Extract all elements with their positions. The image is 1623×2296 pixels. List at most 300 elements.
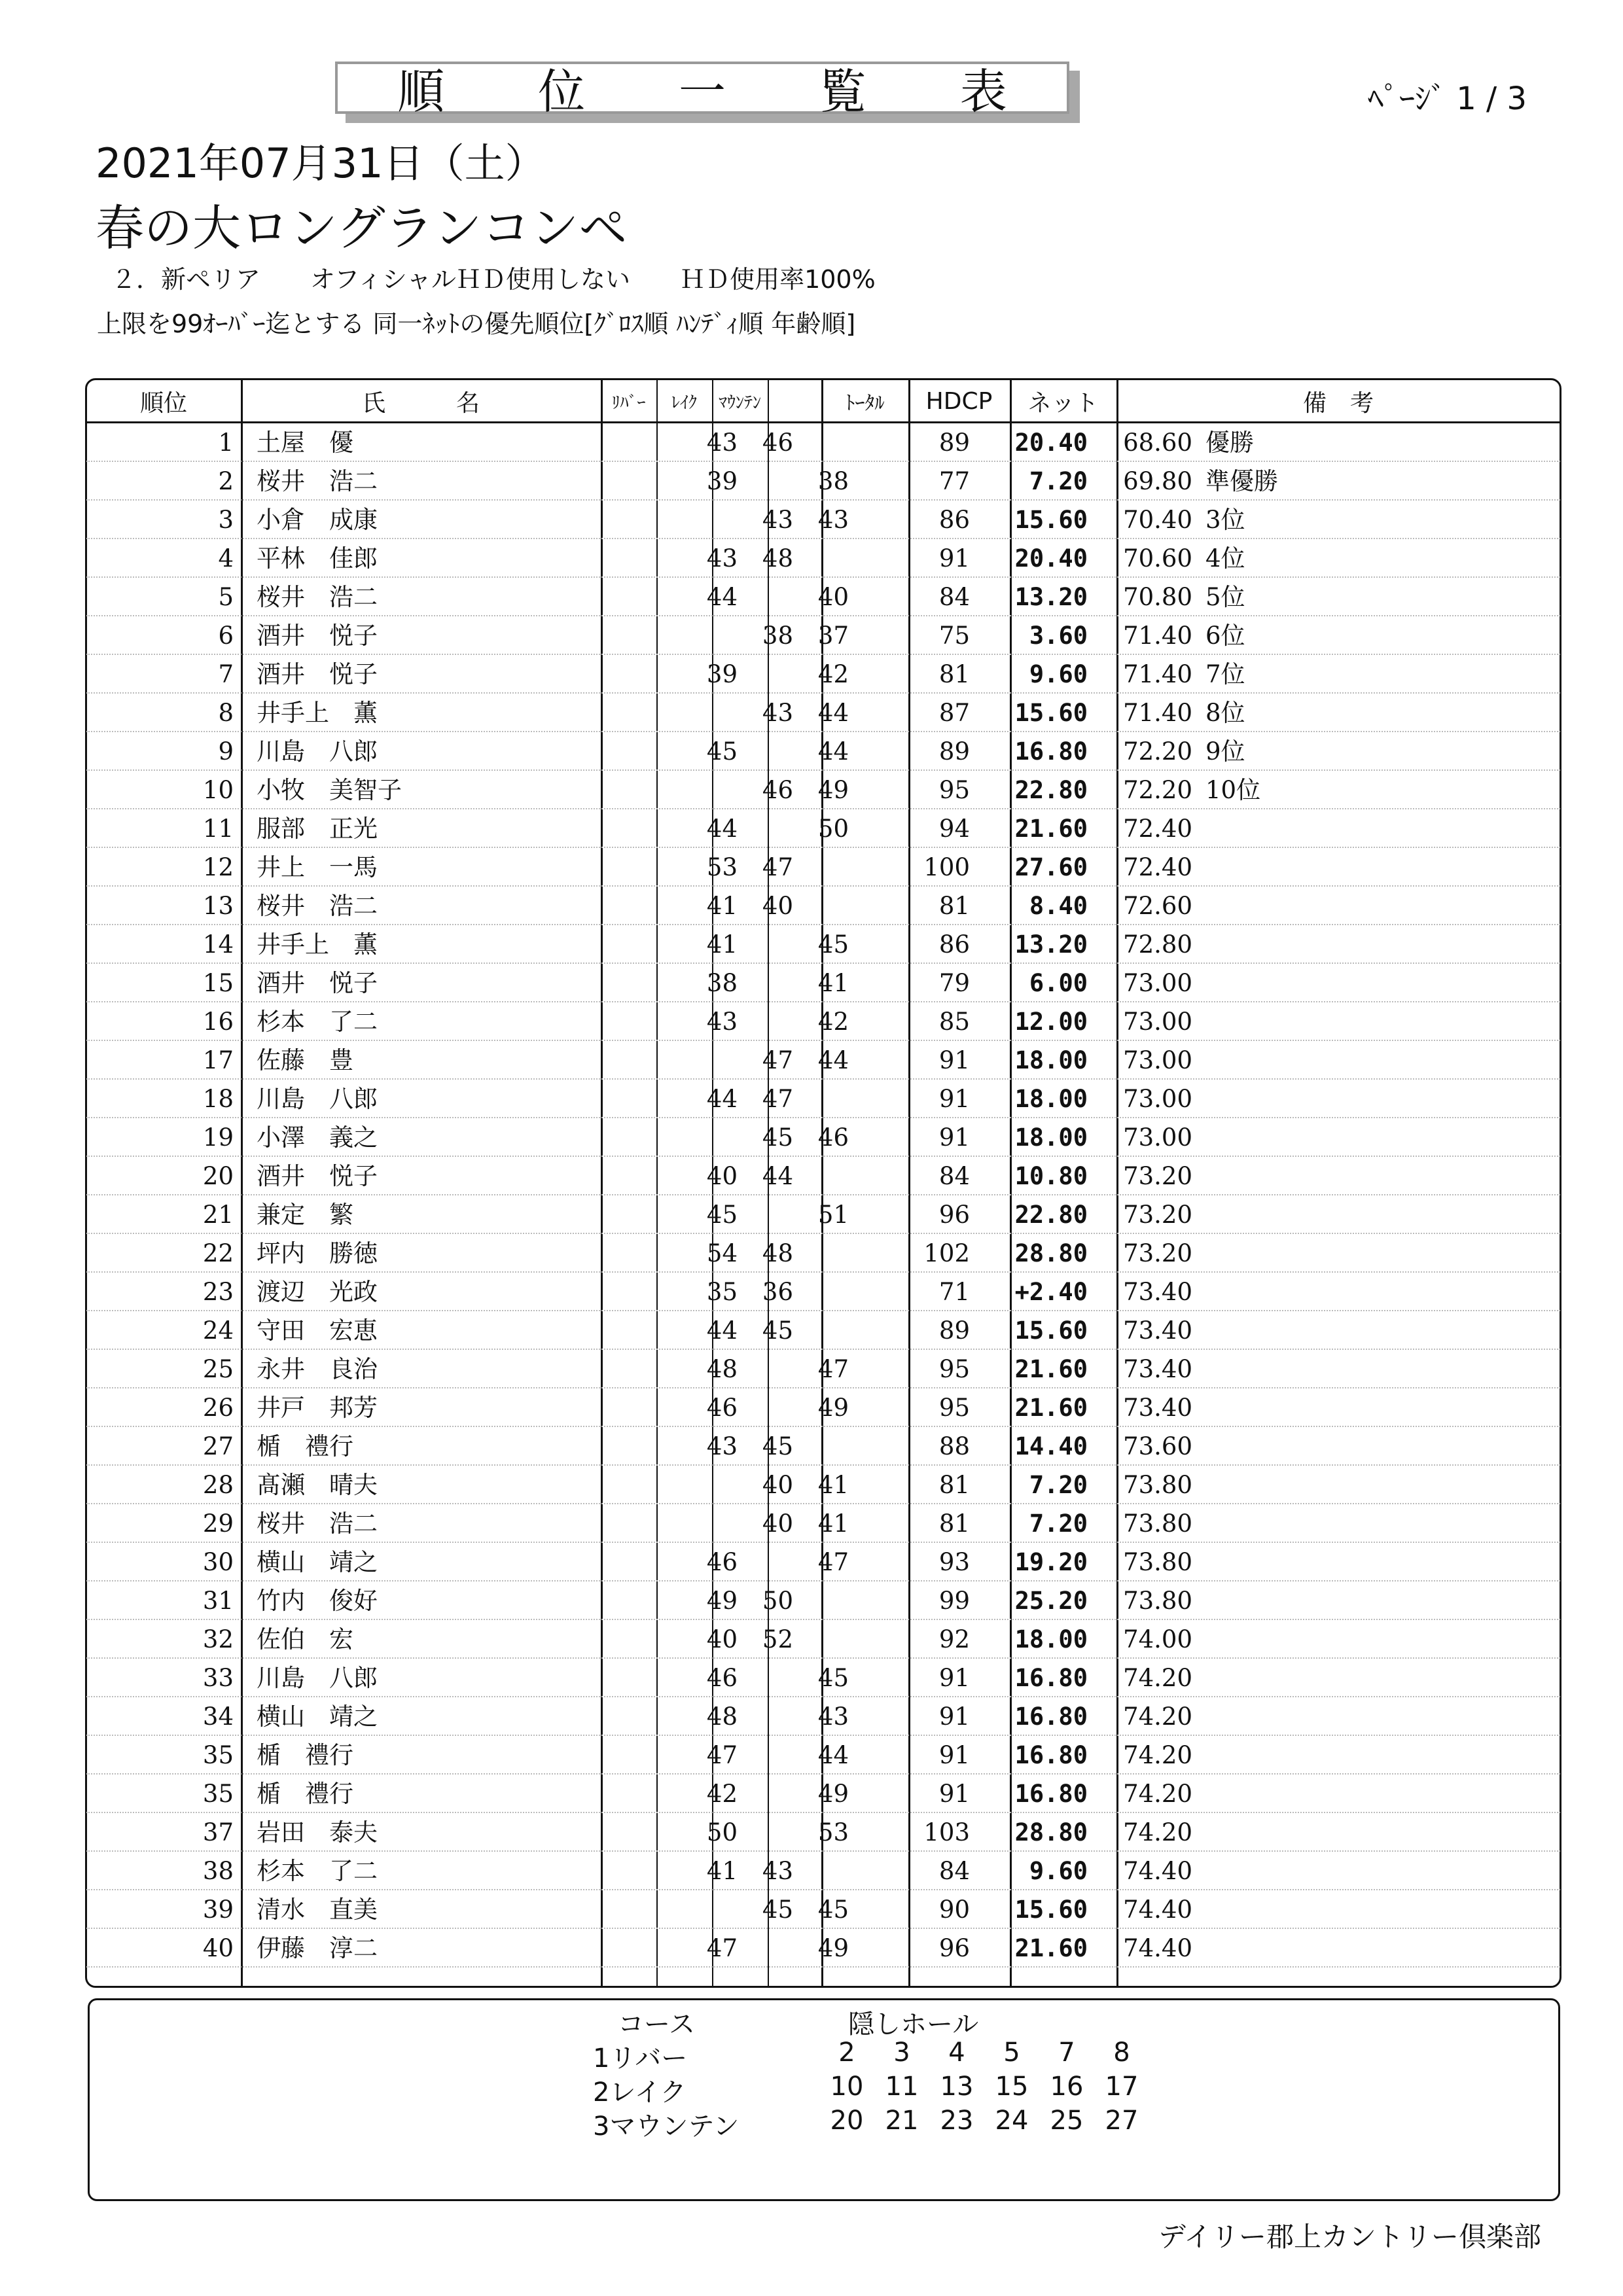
event-date: 2021年07月31日（土）	[96, 139, 546, 187]
cell-total: 102	[923, 1239, 970, 1267]
cell-river: 40	[706, 1625, 738, 1653]
hidden-hole-number: 13	[940, 2072, 974, 2102]
cell-river: 44	[706, 815, 738, 843]
cell-note	[1120, 1581, 1382, 1620]
cell-note	[1120, 848, 1382, 887]
cell-hdcp: 27.60	[1014, 853, 1088, 881]
table-row	[86, 1118, 1560, 1157]
cell-river: 43	[706, 1008, 738, 1036]
cell-name: 酒井 悦子	[257, 660, 378, 688]
cell-rank: 26	[202, 1394, 234, 1422]
cell-hdcp: 21.60	[1014, 1355, 1088, 1383]
cell-total: 91	[938, 1780, 970, 1808]
hidden-hole-number: 23	[940, 2106, 974, 2136]
cell-total: 91	[938, 1085, 970, 1113]
cell-name: 楯 禮行	[257, 1432, 353, 1460]
table-row	[86, 578, 1560, 616]
hidden-hole-number: 3	[893, 2038, 910, 2068]
cell-note	[1120, 1002, 1382, 1041]
cell-mountain: 38	[817, 467, 849, 495]
table-row	[86, 1080, 1560, 1118]
cell-lake: 52	[762, 1625, 793, 1653]
cell-name: 小澤 義之	[257, 1123, 378, 1152]
cell-total: 88	[938, 1432, 970, 1460]
cell-hdcp: 15.60	[1014, 1316, 1088, 1345]
cell-net: 71.40	[1123, 660, 1192, 688]
hidden-hole-number: 10	[830, 2072, 864, 2102]
cell-river: 47	[706, 1741, 738, 1769]
hidden-hole-number: 17	[1105, 2072, 1139, 2102]
cell-lake: 46	[762, 776, 793, 804]
hidden-hole-number: 20	[830, 2106, 864, 2136]
course-name: 1リバー	[593, 2043, 688, 2074]
col-header-total: ﾄｰﾀﾙ	[845, 392, 885, 415]
cell-total: 86	[938, 506, 970, 534]
cell-note	[1120, 1504, 1382, 1543]
cell-note	[1120, 1890, 1382, 1929]
cell-hdcp: 16.80	[1014, 1664, 1088, 1692]
cell-total: 81	[938, 1471, 970, 1499]
table-row	[86, 1311, 1560, 1350]
cell-name: 杉本 了二	[257, 1008, 378, 1036]
cell-net: 71.40	[1123, 699, 1192, 727]
cell-mountain: 44	[817, 1741, 849, 1769]
scoring-condition: ２．新ペリア オフィシャルＨＤ使用しない ＨＤ使用率100%	[111, 265, 876, 294]
cell-mountain: 43	[817, 1703, 849, 1731]
cell-name: 桜井 浩二	[257, 467, 378, 495]
cell-net: 73.40	[1123, 1278, 1192, 1306]
cell-name: 守田 宏恵	[257, 1316, 378, 1345]
cell-rank: 25	[202, 1355, 234, 1383]
cell-name: 坪内 勝徳	[257, 1239, 378, 1267]
cell-net: 73.80	[1123, 1471, 1192, 1499]
cell-lake: 50	[762, 1587, 793, 1615]
table-row	[86, 694, 1560, 732]
table-row	[86, 848, 1560, 887]
cell-net: 73.00	[1123, 1008, 1192, 1036]
cell-name: 清水 直美	[257, 1896, 378, 1924]
cell-lake: 44	[762, 1162, 793, 1190]
cell-river: 47	[706, 1934, 738, 1962]
cell-note	[1120, 1195, 1382, 1234]
cell-total: 89	[938, 1316, 970, 1345]
table-row	[86, 616, 1560, 655]
cell-name: 川島 八郎	[257, 1085, 378, 1113]
cell-name: 兼定 繁	[257, 1201, 353, 1229]
cell-name: 酒井 悦子	[257, 969, 378, 997]
cell-rank: 15	[202, 969, 234, 997]
cell-name: 杉本 了二	[257, 1857, 378, 1885]
table-row	[86, 1041, 1560, 1080]
cell-lake: 45	[762, 1896, 793, 1924]
cell-net: 73.40	[1123, 1394, 1192, 1422]
cell-net: 73.20	[1123, 1239, 1192, 1267]
cell-note	[1120, 1736, 1382, 1775]
table-row	[86, 1620, 1560, 1659]
cell-net: 74.20	[1123, 1780, 1192, 1808]
cell-note	[1120, 1273, 1382, 1311]
hidden-hole-number: 11	[885, 2072, 919, 2102]
cell-hdcp: 16.80	[1014, 1780, 1088, 1808]
cell-total: 96	[938, 1201, 970, 1229]
cell-net: 72.40	[1123, 815, 1192, 843]
cell-river: 49	[706, 1587, 738, 1615]
cell-note	[1120, 1852, 1382, 1890]
cell-net: 72.40	[1123, 853, 1192, 881]
table-row	[86, 887, 1560, 925]
cell-name: 横山 靖之	[257, 1703, 378, 1731]
cell-hdcp: 22.80	[1014, 776, 1088, 804]
cell-rank: 2	[218, 467, 234, 495]
cell-mountain	[721, 1427, 849, 1466]
col-header-lake: ﾚｲｸ	[671, 393, 697, 413]
cell-name: 川島 八郎	[257, 737, 378, 766]
cell-rank: 21	[202, 1201, 234, 1229]
cell-total: 86	[938, 930, 970, 959]
course-label: コース	[618, 2009, 695, 2040]
cell-total: 90	[938, 1896, 970, 1924]
cell-mountain	[721, 1080, 849, 1118]
table-row	[86, 1543, 1560, 1581]
cell-hdcp: 7.20	[1029, 467, 1088, 495]
cell-total: 95	[938, 776, 970, 804]
table-row	[86, 1195, 1560, 1234]
cell-total: 84	[938, 583, 970, 611]
cell-hdcp: 18.00	[1014, 1085, 1088, 1113]
page-title: 順 位 一 覧 表	[335, 62, 1069, 114]
cell-total: 91	[938, 1741, 970, 1769]
cell-net: 70.60	[1123, 544, 1192, 573]
col-header-net: ネット	[1027, 389, 1099, 417]
cell-note	[1120, 809, 1382, 848]
cell-mountain	[721, 1581, 849, 1620]
cell-mountain: 45	[817, 1664, 849, 1692]
cell-rank: 22	[202, 1239, 234, 1267]
cell-name: 佐伯 宏	[257, 1625, 353, 1653]
cell-name: 桜井 浩二	[257, 1510, 378, 1538]
table-row	[86, 1697, 1560, 1736]
hidden-hole-number: 15	[995, 2072, 1029, 2102]
hidden-hole-number: 21	[885, 2106, 919, 2136]
cell-name: 井手上 薫	[257, 930, 378, 959]
course-name: 3マウンテン	[593, 2111, 740, 2142]
cell-mountain: 47	[817, 1548, 849, 1576]
cell-name: 井戸 邦芳	[257, 1394, 378, 1422]
cell-name: 佐藤 豊	[257, 1046, 353, 1074]
cell-lake: 38	[762, 622, 793, 650]
table-row	[86, 1852, 1560, 1890]
table-row	[86, 655, 1560, 694]
hidden-hole-number: 7	[1058, 2038, 1075, 2068]
cell-note	[1120, 1311, 1382, 1350]
cell-note	[1120, 1388, 1382, 1427]
cell-net: 70.80	[1123, 583, 1192, 611]
cell-net: 74.20	[1123, 1741, 1192, 1769]
cell-river: 46	[706, 1394, 738, 1422]
cell-mountain	[721, 848, 849, 887]
hidden-hole-number: 27	[1105, 2106, 1139, 2136]
cell-note	[1120, 1350, 1382, 1388]
page-number: ﾍﾟｰｼﾞ 1 / 3	[1368, 80, 1527, 117]
cell-net: 71.40	[1123, 622, 1192, 650]
cell-total: 87	[938, 699, 970, 727]
cell-lake: 48	[762, 544, 793, 573]
cell-rank: 16	[202, 1008, 234, 1036]
cell-hdcp: +2.40	[1014, 1278, 1088, 1306]
cell-river: 38	[706, 969, 738, 997]
cell-total: 75	[938, 622, 970, 650]
cell-lake: 36	[762, 1278, 793, 1306]
cell-net: 72.20	[1123, 776, 1192, 804]
cell-hdcp: 9.60	[1029, 1857, 1088, 1885]
cell-name: 小倉 成康	[257, 506, 378, 534]
cell-note	[1120, 1659, 1382, 1697]
cell-total: 92	[938, 1625, 970, 1653]
cell-river: 43	[706, 429, 738, 457]
hidden-hole-number: 2	[838, 2038, 855, 2068]
cell-lake: 47	[762, 1046, 793, 1074]
cell-lake: 46	[762, 429, 793, 457]
table-row	[86, 1736, 1560, 1775]
cell-net: 74.00	[1123, 1625, 1192, 1653]
cell-mountain: 44	[817, 699, 849, 727]
cell-hdcp: 7.20	[1029, 1471, 1088, 1499]
table-row	[86, 1890, 1560, 1929]
cell-hdcp: 16.80	[1014, 1703, 1088, 1731]
cell-mountain	[721, 887, 849, 925]
cell-net: 73.00	[1123, 1046, 1192, 1074]
cell-lake: 47	[762, 853, 793, 881]
event-name: 春の大ロングランコンペ	[96, 200, 628, 256]
cell-lake: 47	[762, 1085, 793, 1113]
cell-mountain: 44	[817, 737, 849, 766]
cell-net: 73.40	[1123, 1316, 1192, 1345]
cell-note	[1120, 1775, 1382, 1813]
cell-river: 39	[706, 660, 738, 688]
hidden-hole-number: 25	[1050, 2106, 1084, 2136]
cell-mountain: 45	[817, 1896, 849, 1924]
cell-mountain: 49	[817, 1394, 849, 1422]
table-row	[86, 1273, 1560, 1311]
cell-rank: 20	[202, 1162, 234, 1190]
cell-note	[1120, 1234, 1382, 1273]
cell-rank: 6	[218, 622, 234, 650]
table-row	[86, 1002, 1560, 1041]
cell-note	[1120, 1427, 1382, 1466]
cell-lake: 43	[762, 1857, 793, 1885]
cell-rank: 1	[218, 429, 234, 457]
cell-rank: 9	[218, 737, 234, 766]
cell-hdcp: 21.60	[1014, 815, 1088, 843]
cell-name: 渡辺 光政	[257, 1278, 378, 1306]
cell-mountain	[721, 539, 849, 578]
cell-note	[1120, 887, 1382, 925]
cell-rank: 19	[202, 1123, 234, 1152]
cell-hdcp: 16.80	[1014, 737, 1088, 766]
cell-hdcp: 20.40	[1014, 544, 1088, 573]
table-row	[86, 1659, 1560, 1697]
cell-name: 楯 禮行	[257, 1780, 353, 1808]
cell-note: 6位	[1205, 622, 1245, 650]
cell-net: 73.00	[1123, 1085, 1192, 1113]
cell-name: 酒井 悦子	[257, 1162, 378, 1190]
cell-river: 48	[706, 1355, 738, 1383]
cell-rank: 34	[202, 1703, 234, 1731]
cell-mountain: 46	[817, 1123, 849, 1152]
cell-total: 79	[938, 969, 970, 997]
cell-hdcp: 13.20	[1014, 583, 1088, 611]
col-header-mountain: ﾏｳﾝﾃﾝ	[718, 393, 761, 413]
cell-note	[1120, 1813, 1382, 1852]
cell-hdcp: 25.20	[1014, 1587, 1088, 1615]
cell-hdcp: 9.60	[1029, 660, 1088, 688]
cell-lake: 43	[762, 699, 793, 727]
cell-river: 41	[706, 1857, 738, 1885]
cell-name: 平林 佳郎	[257, 544, 378, 573]
cell-total: 81	[938, 660, 970, 688]
cell-total: 84	[938, 1162, 970, 1190]
cell-mountain: 37	[817, 622, 849, 650]
table-row	[86, 1427, 1560, 1466]
cell-rank: 18	[202, 1085, 234, 1113]
cell-net: 72.20	[1123, 737, 1192, 766]
cell-name: 岩田 泰夫	[257, 1818, 378, 1846]
cell-rank: 27	[202, 1432, 234, 1460]
cell-note	[1120, 964, 1382, 1002]
col-header-river: ﾘﾊﾞｰ	[611, 393, 646, 413]
cell-river: 50	[706, 1818, 738, 1846]
cell-total: 91	[938, 544, 970, 573]
cell-rank: 29	[202, 1510, 234, 1538]
cell-net: 73.00	[1123, 1123, 1192, 1152]
cell-total: 95	[938, 1394, 970, 1422]
cell-rank: 35	[202, 1780, 234, 1808]
cell-hdcp: 7.20	[1029, 1510, 1088, 1538]
cell-lake: 45	[762, 1316, 793, 1345]
cell-rank: 35	[202, 1741, 234, 1769]
cell-net: 70.40	[1123, 506, 1192, 534]
cell-total: 94	[938, 815, 970, 843]
table-row	[86, 964, 1560, 1002]
cell-note: 10位	[1205, 776, 1261, 804]
table-row	[86, 809, 1560, 848]
col-header-note: 備 考	[1302, 389, 1374, 417]
hidden-hole-number: 8	[1113, 2038, 1130, 2068]
cell-mountain	[721, 1273, 849, 1311]
cell-river: 46	[706, 1548, 738, 1576]
cell-total: 91	[938, 1664, 970, 1692]
cell-total: 103	[923, 1818, 970, 1846]
cell-hdcp: 22.80	[1014, 1201, 1088, 1229]
cell-rank: 24	[202, 1316, 234, 1345]
cell-note: 5位	[1205, 583, 1245, 611]
cell-total: 99	[938, 1587, 970, 1615]
cell-river: 45	[706, 737, 738, 766]
col-header-name: 氏 名	[361, 389, 480, 417]
cell-rank: 14	[202, 930, 234, 959]
cell-total: 89	[938, 737, 970, 766]
cell-net: 68.60	[1123, 429, 1192, 457]
cell-hdcp: 6.00	[1029, 969, 1088, 997]
cell-rank: 30	[202, 1548, 234, 1576]
table-row	[86, 1581, 1560, 1620]
cell-mountain: 41	[817, 1510, 849, 1538]
table-row	[86, 1466, 1560, 1504]
cell-rank: 37	[202, 1818, 234, 1846]
cell-net: 74.20	[1123, 1818, 1192, 1846]
cell-hdcp: 8.40	[1029, 892, 1088, 920]
cell-net: 73.20	[1123, 1201, 1192, 1229]
cell-rank: 17	[202, 1046, 234, 1074]
cell-mountain	[721, 1620, 849, 1659]
table-row	[86, 501, 1560, 539]
table-row	[86, 732, 1560, 771]
cell-mountain	[721, 423, 849, 462]
cell-net: 74.40	[1123, 1934, 1192, 1962]
cell-rank: 31	[202, 1587, 234, 1615]
cell-river: 45	[706, 1201, 738, 1229]
cell-net: 73.40	[1123, 1355, 1192, 1383]
cell-river: 41	[706, 892, 738, 920]
club-name: デイリー郡上カントリー倶楽部	[1158, 2221, 1542, 2253]
course-name: 2レイク	[593, 2077, 687, 2108]
cell-total: 71	[938, 1278, 970, 1306]
cell-hdcp: 18.00	[1014, 1123, 1088, 1152]
cell-hdcp: 14.40	[1014, 1432, 1088, 1460]
cell-name: 桜井 浩二	[257, 583, 378, 611]
cell-river: 35	[706, 1278, 738, 1306]
table-row	[86, 1929, 1560, 1968]
cell-mountain	[721, 1311, 849, 1350]
cell-river: 48	[706, 1703, 738, 1731]
cell-net: 73.20	[1123, 1162, 1192, 1190]
cell-hdcp: 15.60	[1014, 506, 1088, 534]
cell-mountain: 40	[817, 583, 849, 611]
cell-note	[1120, 1118, 1382, 1157]
cell-hdcp: 20.40	[1014, 429, 1088, 457]
table-row	[86, 1813, 1560, 1852]
cell-total: 81	[938, 1510, 970, 1538]
cell-river: 53	[706, 853, 738, 881]
cell-lake: 40	[762, 1510, 793, 1538]
cell-hdcp: 16.80	[1014, 1741, 1088, 1769]
hidden-hole-number: 5	[1003, 2038, 1020, 2068]
cell-hdcp: 15.60	[1014, 1896, 1088, 1924]
cell-hdcp: 21.60	[1014, 1394, 1088, 1422]
cell-rank: 23	[202, 1278, 234, 1306]
cell-lake: 40	[762, 1471, 793, 1499]
table-row	[86, 1388, 1560, 1427]
cell-net: 74.40	[1123, 1857, 1192, 1885]
cell-net: 73.80	[1123, 1510, 1192, 1538]
cell-hdcp: 18.00	[1014, 1046, 1088, 1074]
cell-name: 伊藤 淳二	[257, 1934, 378, 1962]
hidden-hole-number: 16	[1050, 2072, 1084, 2102]
cell-river: 44	[706, 1316, 738, 1345]
cell-note	[1120, 1080, 1382, 1118]
cell-rank: 32	[202, 1625, 234, 1653]
table-row	[86, 1775, 1560, 1813]
cell-note: 準優勝	[1205, 467, 1278, 495]
cell-mountain: 45	[817, 930, 849, 959]
cell-mountain: 51	[817, 1201, 849, 1229]
cell-net: 74.20	[1123, 1703, 1192, 1731]
cell-net: 74.20	[1123, 1664, 1192, 1692]
cell-mountain: 49	[817, 776, 849, 804]
hidden-hole-label: 隠しホール	[848, 2009, 979, 2040]
cell-name: 小牧 美智子	[257, 776, 402, 804]
cell-note	[1120, 1041, 1382, 1080]
